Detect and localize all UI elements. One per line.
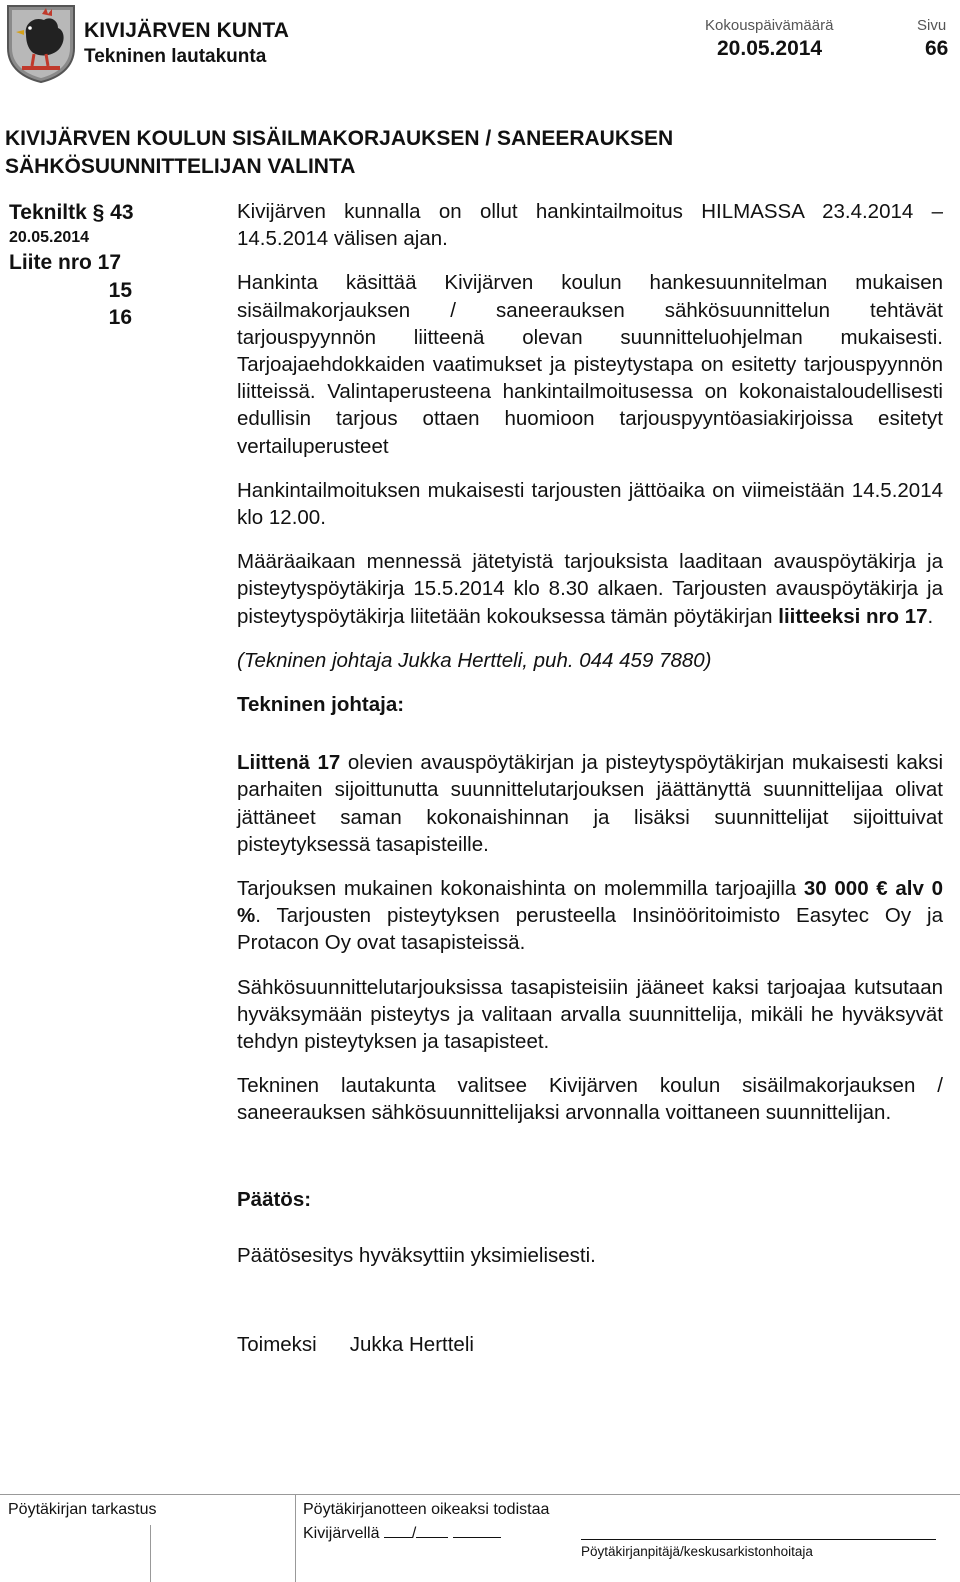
decision-text: Päätösesitys hyväksyttiin yksimielisesti.: [237, 1243, 596, 1267]
place-label: Kivijärvellä /: [303, 1523, 501, 1543]
section-date: 20.05.2014: [9, 229, 90, 246]
page-label: Sivu: [917, 17, 947, 34]
paragraph: Liittenä 17 olevien avauspöytäkirjan ja pisteytyspöytäkirjan mukaisesti kaksi parhaiten sijoittunutta suunnittelutarjouksen jäättänyttä suunnittelijaa olivat jättäneet saman kokonaishinnan ja lisäksi suunnittelijat sijoittuivat pisteytyksessä tasapisteille.: [237, 751, 944, 856]
reference-number: 16: [108, 306, 132, 329]
paragraph: Tarjouksen mukainen kokonaishinta on molemmilla tarjoajilla 30 000 € alv 0 %. Tarjousten pisteytyksen perusteella Insinööritoimisto Easytec Oy ja Protacon Oy ovat tasapisteissä.: [237, 877, 943, 955]
document-footer: [0, 1494, 960, 1582]
section-sidebar: [9, 199, 139, 331]
document-body: [237, 198, 943, 1358]
contact-note: (Tekninen johtaja Jukka Hertteli, puh. 044 459 7880): [237, 648, 712, 672]
document-header: [0, 0, 960, 90]
paragraph: Sähkösuunnittelutarjouksissa tasapisteisiin jääneet kaksi tarjoajaa kutsutaan hyväksymään pisteytys ja valitaan arvalla suunnittelija, mikäli he hyväksyvät tehdyn pisteytyksen ja tasapisteet.: [237, 975, 943, 1054]
review-label: Pöytäkirjan tarkastus: [8, 1501, 157, 1518]
board-name: Tekninen lautakunta: [84, 46, 267, 67]
section-number: Tekniltk § 43: [9, 201, 134, 224]
footer-divider: [295, 1495, 296, 1582]
paragraph: Kivijärven kunnalla on ollut hankintailmoitus HILMASSA 23.4.2014 – 14.5.2014 välisen ajan.: [237, 200, 943, 251]
paragraph: Hankinta käsittää Kivijärven koulun hankesuunnitelman mukaisen sisäilmakorjauksen / saneerauksen sähkösuunnittelun tehtävät tarjouspyynnön liitteenä olevan suunnitteluohjelman mukaisesti. Tarjoajaehdokkaiden vaatimukset ja pisteytystapa on esitetty tarjouspyynnön liitteissä. Valintaperusteena hankintailmoitusessa on kokonaistaloudellisesti edullisin tarjous ottaen huomioon tarjouspyyntöasiakirjoissa esitetyt vertailuperusteet: [237, 271, 943, 458]
proposal-heading: Tekninen johtaja:: [237, 693, 405, 717]
action-label: Toimeksi: [237, 1333, 317, 1357]
signer-label: Pöytäkirjanpitäjä/keskusarkistonhoitaja: [581, 1544, 813, 1559]
title-line-2: SÄHKÖSUUNNITTELIJAN VALINTA: [5, 155, 356, 178]
reference-number: 15: [108, 279, 132, 302]
certify-label: Pöytäkirjanotteen oikeaksi todistaa: [303, 1501, 550, 1518]
coat-of-arms-rooster-icon: [4, 4, 78, 84]
document-title: [5, 125, 905, 181]
paragraph: Tekninen lautakunta valitsee Kivijärven koulun sisäilmakorjauksen / saneerauksen sähkösuunnittelijaksi arvonnalla voittaneen suunnittelijan.: [237, 1074, 943, 1125]
organization-name: KIVIJÄRVEN KUNTA: [84, 19, 290, 42]
paragraph: Hankintailmoituksen mukaisesti tarjousten jättöaika on viimeistään 14.5.2014 klo 12.00.: [237, 478, 943, 530]
footer-divider: [150, 1525, 151, 1582]
meeting-date-value: 20.05.2014: [717, 37, 823, 60]
decision-heading: Päätös:: [237, 1187, 312, 1211]
meeting-date-label: Kokouspäivämäärä: [705, 17, 834, 34]
signature-line: [581, 1539, 936, 1540]
page-number: 66: [925, 37, 949, 60]
total-price: 30 000 € alv 0 %: [237, 877, 943, 928]
title-line-1: KIVIJÄRVEN KOULUN SISÄILMAKORJAUKSEN / SANEERAUKSEN: [5, 127, 674, 150]
action-line: [237, 1331, 943, 1358]
attachment-number: Liite nro 17: [9, 251, 122, 274]
paragraph: Määräaikaan mennessä jätetyistä tarjouksista laaditaan avauspöytäkirja ja pisteytyspöytäkirja 15.5.2014 klo 8.30 alkaen. Tarjousten avauspöytäkirja ja pisteytyspöytäkirja liitetään kokouksessa tämän pöytäkirjan liitteeksi nro 17.: [237, 550, 943, 628]
attachment-reference: liitteeksi nro 17: [778, 604, 928, 628]
action-person: Jukka Hertteli: [349, 1333, 474, 1357]
